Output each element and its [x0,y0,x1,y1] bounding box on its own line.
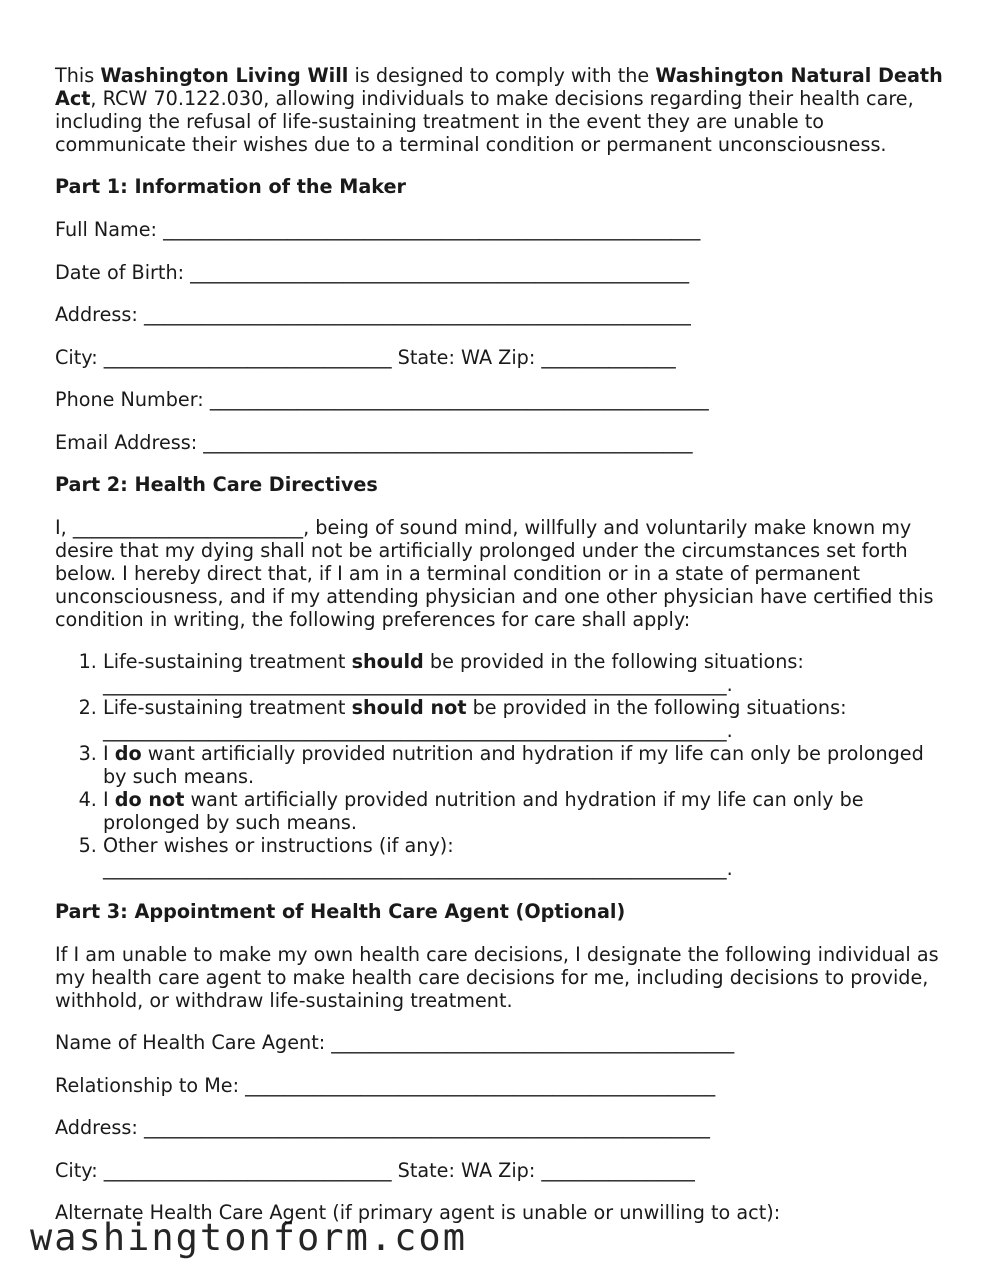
part1-heading: Part 1: Information of the Maker [55,175,407,198]
address-field[interactable]: Address: _________________________________________________________ [55,303,691,326]
document-page [55,64,945,1244]
directive-paragraph: I, ________________________, being of sound mind, willfully and voluntarily make known my desire that my dying shall not be artificially prolonged under the circumstances set forth below. I hereby direct that, if I am in a terminal condition or in a state of permanent unconsciousness, and if my attending physician and one other physician have certified this condition in writing, the following preferences for care shall apply: [55,516,934,631]
agent-city-state-zip-field[interactable]: City: ______________________________ State: WA Zip: ________________ [55,1158,695,1182]
part2-heading: Part 2: Health Care Directives [55,473,378,496]
item-text: want artificially provided nutrition and hydration if my life can only be prolonged by such means. [103,742,924,788]
fill-in-blank[interactable]: _________________________________________________________________. [103,719,733,742]
agent-address-field[interactable]: Address: ___________________________________________________________ [55,1116,711,1139]
item-text: Other wishes or instructions (if any): [103,834,454,857]
watermark: washingtonform.com [30,1216,467,1259]
agent-name-field[interactable]: Name of Health Care Agent: __________________________________________ [55,1031,735,1054]
intro-text-1: This [55,64,101,87]
relationship-field[interactable]: Relationship to Me: _________________________________________________ [55,1073,716,1097]
intro-text-2: is designed to comply with the [348,64,656,87]
item-bold: should not [351,696,467,719]
intro-text-3: , RCW 70.122.030, allowing individuals to make decisions regarding their health care, including the refusal of life-sustaining treatment in the event they are unable to communicate their wishes due to a terminal condition or permanent unconsciousness. [55,87,914,156]
item-text: be provided in the following situations: [466,696,847,719]
fill-in-blank[interactable]: _________________________________________________________________. [103,673,733,696]
city-state-zip-field[interactable]: City: ______________________________ State: WA Zip: ______________ [55,345,676,369]
item-bold: do [114,742,142,765]
intro-bold-act: Washington Natural Death Act [55,64,943,110]
alternate-agent-label: Alternate Health Care Agent (if primary agent is unable or unwilling to act): [55,1201,781,1224]
item-text: Life-sustaining treatment [103,696,352,719]
item-text: be provided in the following situations: [423,650,804,673]
list-item [103,788,945,834]
item-bold: do not [114,788,185,811]
date-of-birth-field[interactable]: Date of Birth: ____________________________________________________ [55,260,690,284]
list-item [103,834,945,880]
intro-paragraph [55,64,945,156]
list-item [103,696,945,742]
intro-bold-title: Washington Living Will [100,64,349,87]
item-text: I [103,788,115,811]
list-item [103,742,945,788]
agent-paragraph: If I am unable to make my own health care decisions, I designate the following individual as my health care agent to make health care decisions for me, including decisions to provide, withhold, or withdraw life-sustaining treatment. [55,943,939,1012]
fill-in-blank[interactable]: _________________________________________________________________. [103,857,733,880]
item-text: I [103,742,115,765]
directive-list [55,650,945,880]
list-item [103,650,945,696]
phone-field[interactable]: Phone Number: ____________________________________________________ [55,388,709,411]
item-text: Life-sustaining treatment [103,650,352,673]
email-field[interactable]: Email Address: ___________________________________________________ [55,430,693,454]
part3-heading: Part 3: Appointment of Health Care Agent (Optional) [55,900,626,923]
full-name-field[interactable]: Full Name: ________________________________________________________ [55,218,701,241]
item-bold: should [351,650,424,673]
item-text: want artificially provided nutrition and hydration if my life can only be prolonged by such means. [103,788,864,834]
